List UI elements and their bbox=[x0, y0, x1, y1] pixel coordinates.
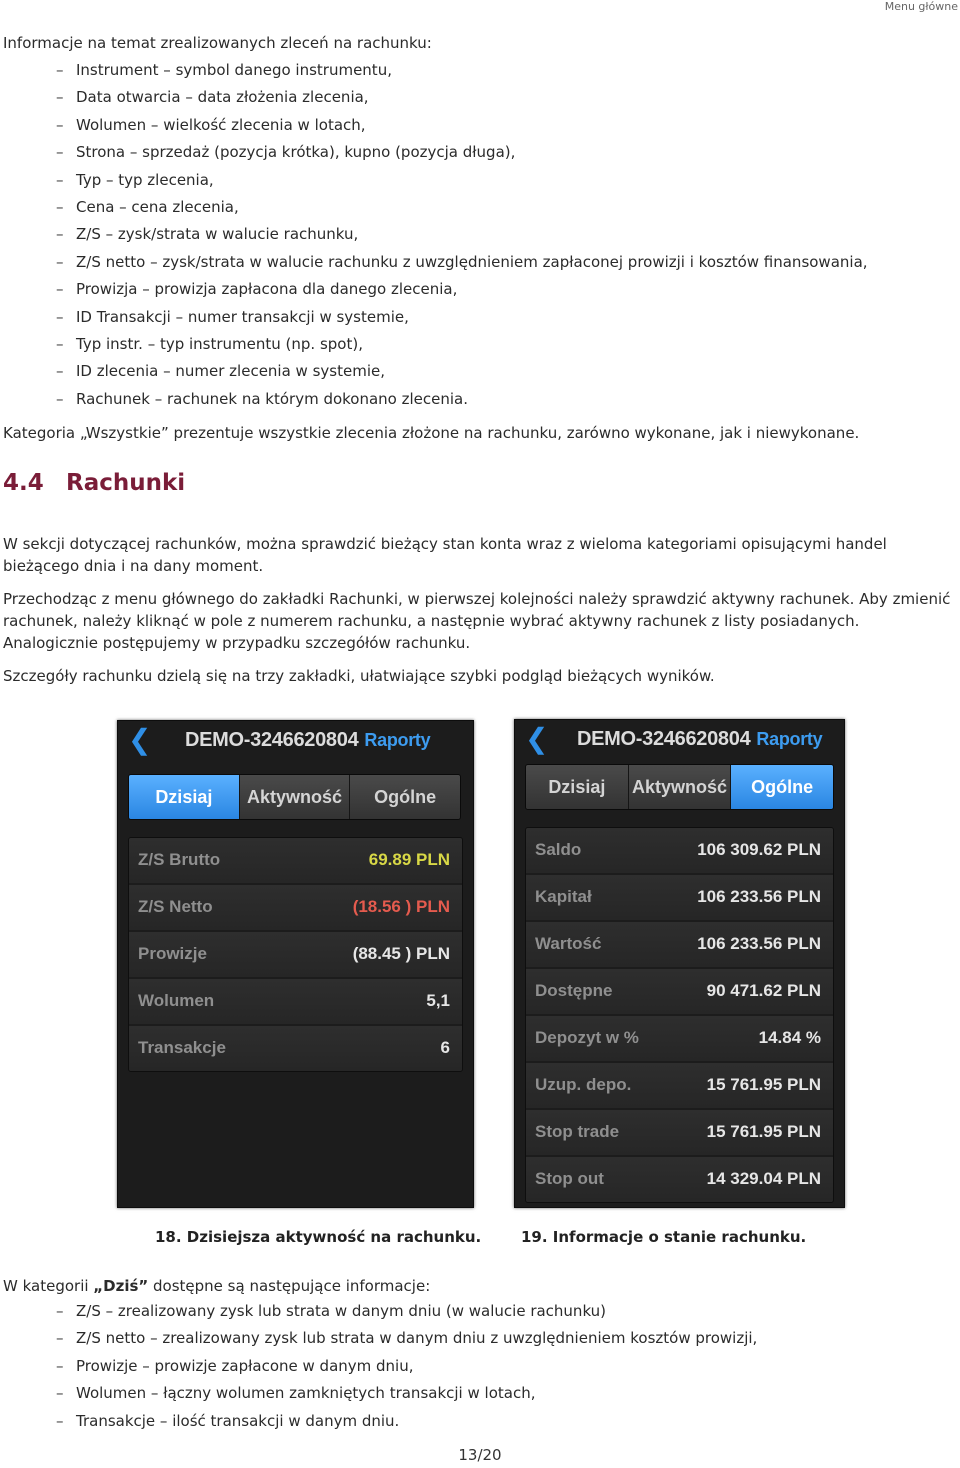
row-label: Wolumen bbox=[138, 991, 215, 1010]
main-menu-link[interactable]: Menu główne bbox=[884, 0, 958, 13]
account-stats-panel bbox=[525, 827, 834, 1203]
list-item: – Cena – cena zlecenia, bbox=[0, 194, 868, 221]
section-paragraph-2: Przechodząc z menu głównego do zakładki Rachunki, w pierwszej kolejności należy sprawdzić aktywny rachunek. Aby zmienić rachunek, należy kliknąć w pole z numerem rachunku, a następnie wybrać aktywny rachunek z listy posiadanych. Analogicznie postępujemy w przypadku szczegółów rachunku. bbox=[3, 590, 951, 652]
page-number: 13/20 bbox=[458, 1446, 502, 1464]
today-info-list bbox=[0, 1298, 757, 1435]
list-item: – Typ – typ zlecenia, bbox=[0, 167, 868, 194]
table-row bbox=[526, 1157, 833, 1202]
today-stats-panel bbox=[128, 837, 463, 1072]
tab-general[interactable]: Ogólne bbox=[731, 765, 833, 809]
row-label: Z/S Brutto bbox=[138, 850, 221, 869]
back-chevron-icon[interactable]: ❮ bbox=[525, 723, 549, 754]
row-label: Stop trade bbox=[535, 1122, 620, 1141]
tab-bar bbox=[128, 774, 461, 820]
list-item: – Z/S netto – zrealizowany zysk lub strata w danym dniu z uwzględnieniem kosztów prowizji, bbox=[0, 1325, 757, 1352]
table-row bbox=[526, 1063, 833, 1108]
row-label: Z/S Netto bbox=[138, 897, 213, 916]
row-value: 69.89 PLN bbox=[368, 850, 450, 869]
row-value: 15 761.95 PLN bbox=[706, 1122, 821, 1141]
list-item: – Rachunek – rachunek na którym dokonano zlecenia. bbox=[0, 386, 868, 413]
category-name: „Dziś” bbox=[93, 1277, 149, 1295]
row-value: 90 471.62 PLN bbox=[706, 981, 821, 1000]
row-label: Stop out bbox=[535, 1169, 604, 1188]
row-value: 106 233.56 PLN bbox=[697, 887, 821, 906]
category-note: Kategoria „Wszystkie” prezentuje wszystkie zlecenia złożone na rachunku, zarówno wykonane, jak i niewykonane. bbox=[3, 424, 860, 442]
account-number[interactable]: DEMO-3246620804 Raporty bbox=[577, 728, 823, 750]
table-row bbox=[526, 875, 833, 920]
tab-today[interactable]: Dzisiaj bbox=[129, 775, 240, 819]
list-item: – Prowizje – prowizje zapłacone w danym dniu, bbox=[0, 1353, 757, 1380]
row-value: 14 329.04 PLN bbox=[706, 1169, 821, 1188]
tab-general[interactable]: Ogólne bbox=[350, 775, 460, 819]
account-number[interactable]: DEMO-3246620804 Raporty bbox=[185, 729, 431, 751]
phone-header bbox=[515, 720, 844, 760]
row-label: Uzup. depo. bbox=[535, 1075, 632, 1094]
row-label: Kapitał bbox=[535, 887, 592, 906]
row-value: (18.56 ) PLN bbox=[352, 897, 450, 916]
table-row bbox=[526, 922, 833, 967]
section-title: Rachunki bbox=[66, 470, 186, 496]
table-row bbox=[129, 885, 462, 930]
tab-bar bbox=[525, 764, 834, 810]
list-item: – Z/S – zysk/strata w walucie rachunku, bbox=[0, 221, 868, 248]
row-value: (88.45 ) PLN bbox=[352, 944, 450, 963]
figure-caption-18: 18. Dzisiejsza aktywność na rachunku. bbox=[155, 1228, 482, 1246]
table-row bbox=[526, 1016, 833, 1061]
orders-info-list bbox=[0, 57, 868, 413]
list-item: – Typ instr. – typ instrumentu (np. spot), bbox=[0, 331, 868, 358]
tab-activity[interactable]: Aktywność bbox=[629, 765, 732, 809]
phone-header bbox=[118, 721, 473, 761]
list-item: – Z/S – zrealizowany zysk lub strata w danym dniu (w walucie rachunku) bbox=[0, 1298, 757, 1325]
list-item: – Wolumen – łączny wolumen zamkniętych transakcji w lotach, bbox=[0, 1380, 757, 1407]
section-paragraph-3: Szczegóły rachunku dzielą się na trzy zakładki, ułatwiające szybki podgląd bieżących wyników. bbox=[3, 667, 715, 685]
table-row bbox=[526, 828, 833, 873]
row-label: Transakcje bbox=[138, 1038, 226, 1057]
row-value: 6 bbox=[440, 1038, 450, 1057]
row-value: 14.84 % bbox=[758, 1028, 821, 1047]
row-value: 106 309.62 PLN bbox=[697, 840, 821, 859]
row-label: Dostępne bbox=[535, 981, 613, 1000]
table-row bbox=[129, 932, 462, 977]
list-item: – Prowizja – prowizja zapłacona dla danego zlecenia, bbox=[0, 276, 868, 303]
orders-intro: Informacje na temat zrealizowanych zleceń na rachunku: bbox=[3, 34, 432, 52]
row-label: Depozyt w % bbox=[535, 1028, 639, 1047]
row-value: 5,1 bbox=[426, 991, 450, 1010]
tab-activity[interactable]: Aktywność bbox=[240, 775, 351, 819]
list-item: – Data otwarcia – data złożenia zlecenia, bbox=[0, 84, 868, 111]
row-label: Wartość bbox=[535, 934, 602, 953]
table-row bbox=[129, 979, 462, 1024]
list-item: – Strona – sprzedaż (pozycja krótka), kupno (pozycja długa), bbox=[0, 139, 868, 166]
table-row bbox=[526, 969, 833, 1014]
section-number: 4.4 bbox=[3, 470, 44, 496]
tab-today[interactable]: Dzisiaj bbox=[526, 765, 629, 809]
reports-link[interactable]: Raporty bbox=[364, 730, 431, 750]
reports-link[interactable]: Raporty bbox=[756, 729, 823, 749]
section-paragraph-1: W sekcji dotyczącej rachunków, można sprawdzić bieżący stan konta wraz z wieloma kategoriami opisującymi handel bieżącego dnia i na dany moment. bbox=[3, 535, 887, 575]
list-item: – Instrument – symbol danego instrumentu, bbox=[0, 57, 868, 84]
back-chevron-icon[interactable]: ❮ bbox=[128, 724, 152, 755]
list-item: – Wolumen – wielkość zlecenia w lotach, bbox=[0, 112, 868, 139]
today-intro: W kategorii „Dziś” dostępne są następujące informacje: bbox=[3, 1277, 431, 1295]
row-label: Saldo bbox=[535, 840, 582, 859]
phone-screenshot-general bbox=[514, 719, 845, 1208]
list-item: – ID zlecenia – numer zlecenia w systemie, bbox=[0, 358, 868, 385]
table-row bbox=[129, 1026, 462, 1071]
row-value: 106 233.56 PLN bbox=[697, 934, 821, 953]
list-item: – Z/S netto – zysk/strata w walucie rachunku z uwzględnieniem zapłaconej prowizji i kosztów finansowania, bbox=[0, 249, 868, 276]
figure-caption-19: 19. Informacje o stanie rachunku. bbox=[521, 1228, 807, 1246]
table-row bbox=[526, 1110, 833, 1155]
list-item: – ID Transakcji – numer transakcji w systemie, bbox=[0, 304, 868, 331]
row-value: 15 761.95 PLN bbox=[706, 1075, 821, 1094]
table-row bbox=[129, 838, 462, 883]
phone-screenshot-today bbox=[117, 720, 474, 1208]
list-item: – Transakcje – ilość transakcji w danym dniu. bbox=[0, 1408, 757, 1435]
row-label: Prowizje bbox=[138, 944, 207, 963]
